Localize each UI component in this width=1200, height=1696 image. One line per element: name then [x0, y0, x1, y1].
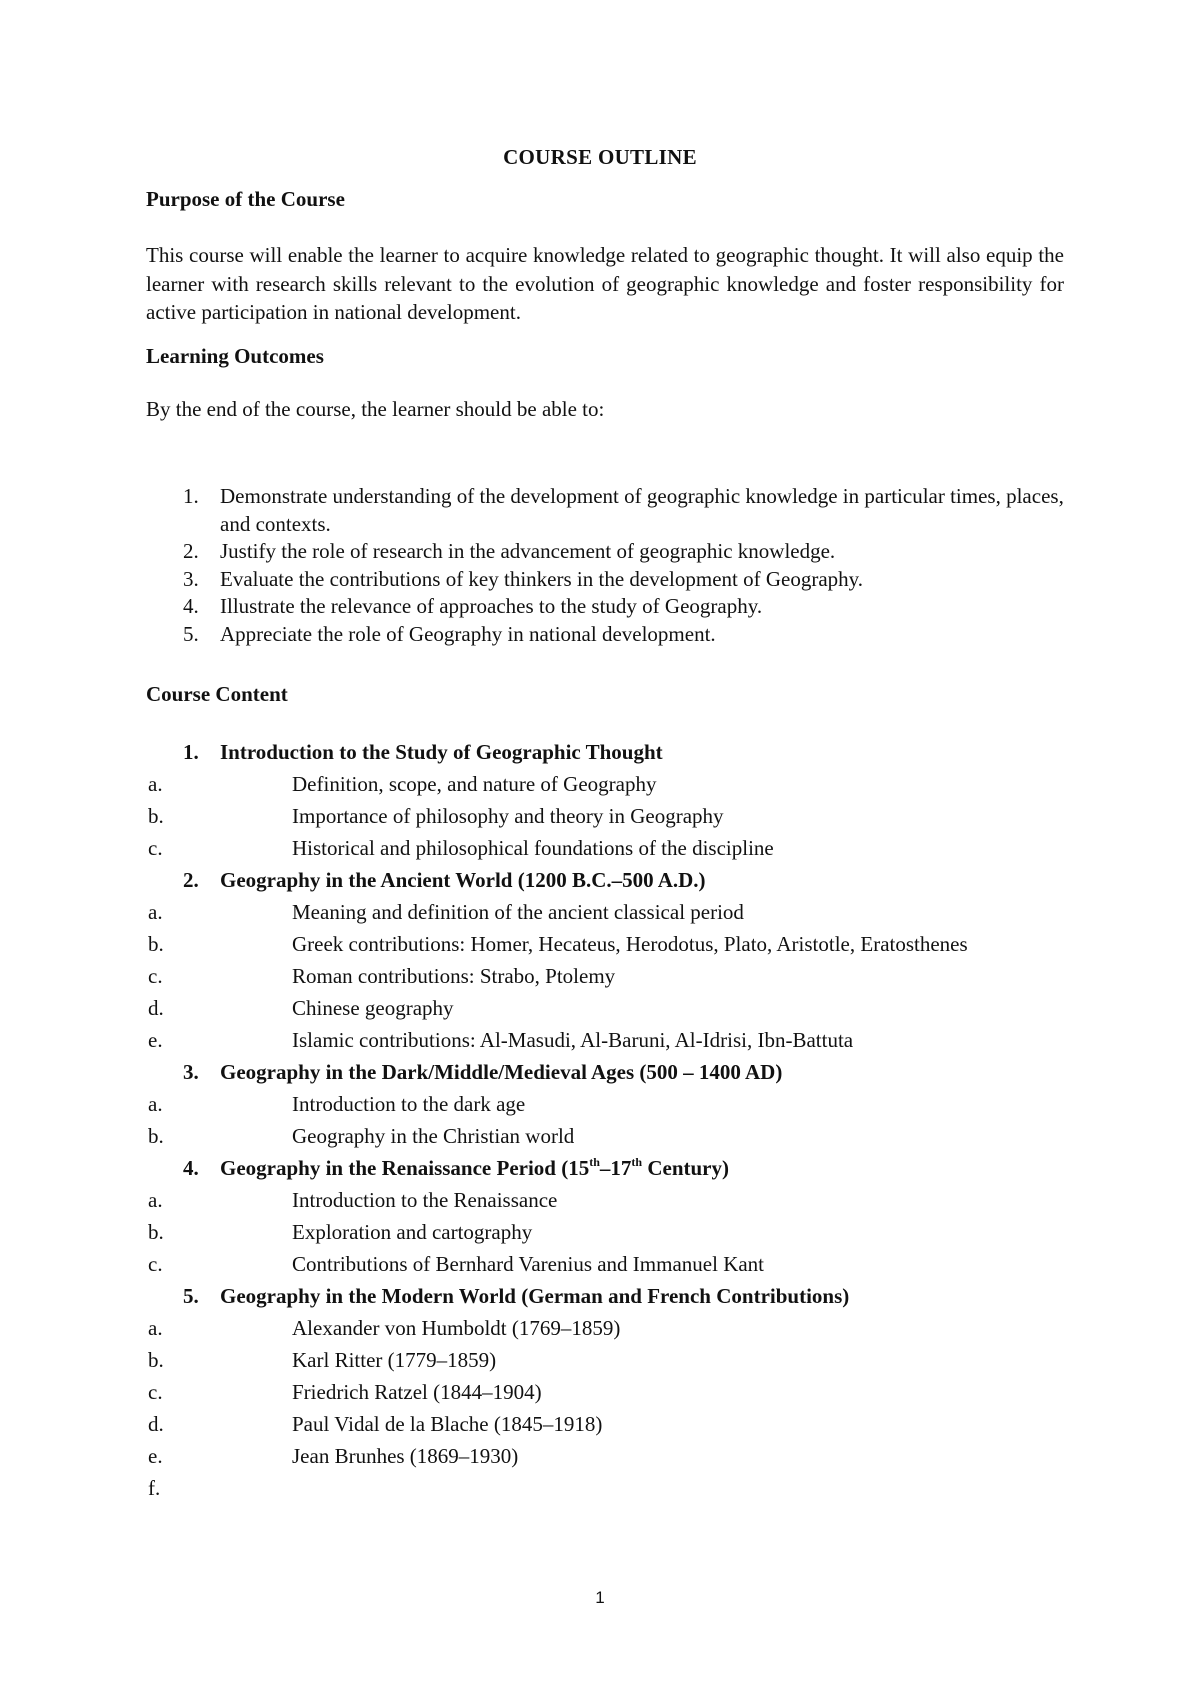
subtopic-list [148, 1088, 1064, 1152]
list-item [146, 566, 1064, 594]
subtopic-item [148, 1408, 1064, 1440]
topic-number: 1. [183, 740, 199, 764]
subtopic-letter: a. [148, 1188, 163, 1212]
course-content-list [146, 736, 1064, 1500]
list-item-text: Evaluate the contributions of key thinkers in the development of Geography. [220, 566, 864, 591]
subtopic-letter: b. [148, 1220, 164, 1244]
subtopic-item [148, 768, 1064, 800]
list-item [146, 538, 1064, 566]
topic-title [183, 1056, 1064, 1088]
topic-item [146, 1056, 1064, 1152]
subtopic-text: Introduction to the Renaissance [292, 1188, 558, 1212]
topic-title [183, 736, 1064, 768]
subtopic-letter: e. [148, 1444, 163, 1468]
subtopic-item [148, 928, 1064, 960]
subtopic-item [148, 992, 1064, 1024]
list-item-text: Justify the role of research in the advancement of geographic knowledge. [220, 539, 836, 563]
subtopic-item [148, 1216, 1064, 1248]
topic-item [146, 736, 1064, 864]
subtopic-list [148, 896, 1064, 1056]
subtopic-item [148, 1088, 1064, 1120]
subtopic-letter: c. [148, 1252, 163, 1276]
subtopic-item [148, 800, 1064, 832]
subtopic-item [148, 1312, 1064, 1344]
subtopic-item [148, 960, 1064, 992]
topic-title-part: Century) [642, 1156, 729, 1180]
subtopic-item [148, 1376, 1064, 1408]
list-item-number: 4. [183, 594, 199, 618]
subtopic-letter: d. [148, 996, 164, 1020]
subtopic-text: Alexander von Humboldt (1769–1859) [292, 1316, 621, 1340]
subtopic-item [148, 1440, 1064, 1472]
topic-title-text: Geography in the Modern World (German and French Contributions) [220, 1284, 850, 1308]
subtopic-text: Paul Vidal de la Blache (1845–1918) [292, 1412, 603, 1436]
subtopic-letter: b. [148, 932, 164, 956]
subtopic-letter: c. [148, 1380, 163, 1404]
subtopic-list [148, 1312, 1064, 1500]
subtopic-text: Greek contributions: Homer, Hecateus, Herodotus, Plato, Aristotle, Eratosthenes [292, 932, 968, 956]
subtopic-text: Friedrich Ratzel (1844–1904) [292, 1380, 542, 1404]
subtopic-letter: b. [148, 1348, 164, 1372]
topic-title-text: Introduction to the Study of Geographic Thought [220, 740, 663, 764]
topic-number: 4. [183, 1156, 199, 1180]
subtopic-text: Historical and philosophical foundations of the discipline [292, 836, 774, 860]
learning-outcomes-intro: By the end of the course, the learner should be able to: [146, 397, 605, 421]
subtopic-item [148, 832, 1064, 864]
subtopic-text: Chinese geography [292, 996, 454, 1020]
topic-title [183, 1152, 1064, 1184]
course-content-heading: Course Content [146, 682, 288, 706]
list-item-number: 5. [183, 621, 199, 646]
subtopic-text: Islamic contributions: Al-Masudi, Al-Baruni, Al-Idrisi, Ibn-Battuta [292, 1028, 854, 1052]
learning-outcomes-list [146, 483, 1064, 648]
page-title: COURSE OUTLINE [503, 145, 697, 169]
page-number: 1 [595, 1588, 605, 1607]
subtopic-text: Introduction to the dark age [292, 1092, 526, 1116]
subtopic-text: Contributions of Bernhard Varenius and Immanuel Kant [292, 1252, 765, 1276]
topic-title-text: Geography in the Dark/Middle/Medieval Ages (500 – 1400 AD) [220, 1060, 783, 1084]
subtopic-letter: f. [148, 1476, 161, 1500]
subtopic-text: Definition, scope, and nature of Geography [292, 772, 657, 796]
list-item [146, 483, 1064, 538]
topic-item [146, 1152, 1064, 1280]
subtopic-text: Roman contributions: Strabo, Ptolemy [292, 964, 616, 988]
list-item-number: 2. [183, 539, 199, 563]
subtopic-text: Importance of philosophy and theory in Geography [292, 804, 724, 828]
subtopic-text: Exploration and cartography [292, 1220, 533, 1244]
subtopic-letter: c. [148, 836, 163, 860]
topic-item [146, 864, 1064, 1056]
list-item-text: Illustrate the relevance of approaches to the study of Geography. [220, 594, 763, 618]
list-item [146, 593, 1064, 621]
subtopic-text: Jean Brunhes (1869–1930) [292, 1444, 519, 1468]
subtopic-letter: a. [148, 900, 163, 924]
subtopic-item [148, 1248, 1064, 1280]
subtopic-text: Karl Ritter (1779–1859) [292, 1348, 497, 1372]
topic-title [183, 864, 1064, 896]
subtopic-item [148, 896, 1064, 928]
subtopic-list [148, 768, 1064, 864]
topic-number: 3. [183, 1060, 199, 1084]
purpose-paragraph: This course will enable the learner to acquire knowledge related to geographic thought. It will also equip the learner with research skills relevant to the evolution of geographic knowledge and foster responsibility for active participation in national development. [146, 243, 1064, 324]
purpose-heading: Purpose of the Course [146, 187, 345, 211]
subtopic-letter: b. [148, 1124, 164, 1148]
subtopic-item [148, 1120, 1064, 1152]
list-item [146, 621, 1064, 649]
subtopic-text: Meaning and definition of the ancient classical period [292, 900, 744, 924]
learning-outcomes-heading: Learning Outcomes [146, 344, 324, 368]
subtopic-letter: a. [148, 772, 163, 796]
subtopic-letter: c. [148, 964, 163, 988]
topic-title-text: Geography in the Ancient World (1200 B.C.–500 A.D.) [220, 868, 706, 892]
list-item-number: 1. [183, 484, 199, 508]
topic-number: 5. [183, 1284, 199, 1308]
subtopic-letter: d. [148, 1412, 164, 1436]
subtopic-text: Geography in the Christian world [292, 1124, 575, 1148]
subtopic-item [148, 1024, 1064, 1056]
topic-item [146, 1280, 1064, 1500]
subtopic-list [148, 1184, 1064, 1280]
subtopic-item [148, 1344, 1064, 1376]
subtopic-letter: a. [148, 1092, 163, 1116]
subtopic-item [148, 1184, 1064, 1216]
list-item-number: 3. [183, 566, 199, 591]
subtopic-letter: a. [148, 1316, 163, 1340]
topic-title [183, 1280, 1064, 1312]
topic-title-part: Geography in the Renaissance Period (15 [220, 1156, 590, 1180]
topic-title-text [220, 1156, 729, 1180]
list-item-text: Appreciate the role of Geography in national development. [220, 621, 716, 646]
subtopic-letter: e. [148, 1028, 163, 1052]
topic-title-part: –17 [599, 1156, 632, 1180]
list-item-text: Demonstrate understanding of the development of geographic knowledge in particular times, places, and contexts. [220, 484, 1064, 536]
superscript: th [631, 1155, 643, 1169]
topic-number: 2. [183, 868, 199, 892]
subtopic-letter: b. [148, 804, 164, 828]
superscript: th [589, 1155, 600, 1169]
